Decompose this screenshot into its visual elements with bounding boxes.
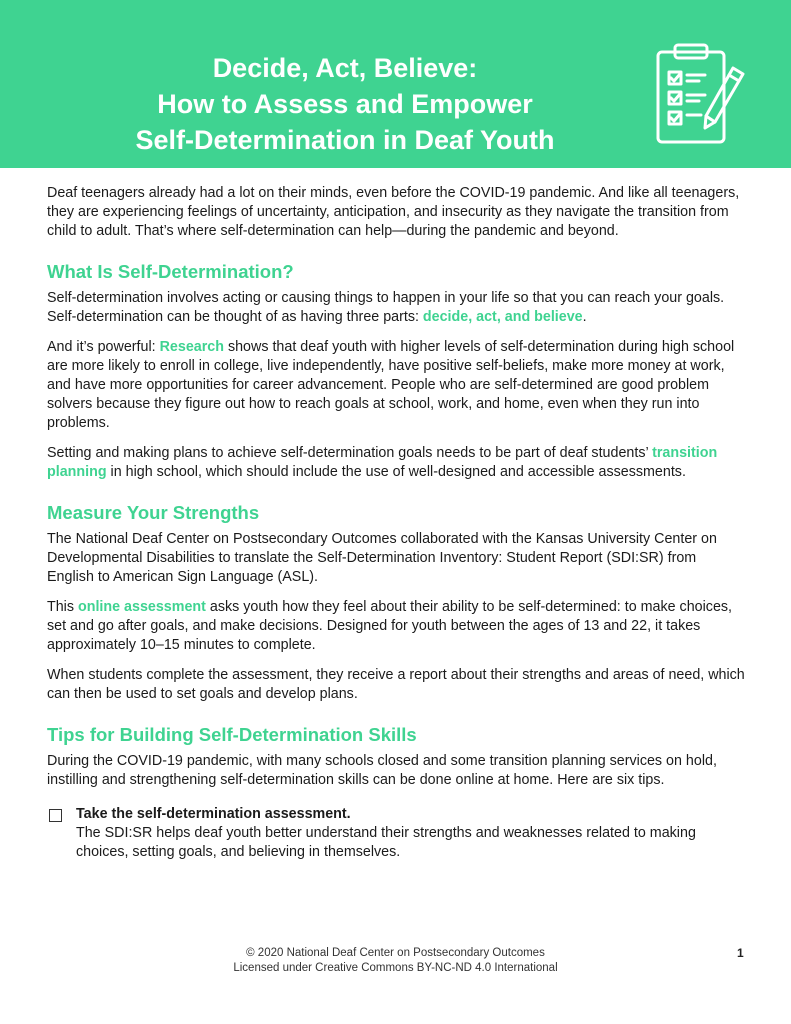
- paragraph-collaboration: The National Deaf Center on Postsecondary Outcomes collaborated with the Kansas University Center on Developmental Disabilities to translate the Self-Determination Inventory: Student Report (SDI:SR) from English to American Sign Language (ASL).: [47, 531, 717, 585]
- paragraph-tips-intro: During the COVID-19 pandemic, with many schools closed and some transition planning services on hold, instilling and strengthening self-determination skills can be done online at home. Here are six tips.: [47, 753, 717, 788]
- title-line-3: Self-Determination in Deaf Youth: [135, 125, 555, 155]
- clipboard-checklist-icon: [653, 40, 749, 148]
- paragraph-definition: Self-determination involves acting or causing things to happen in your life so that you can reach your goals. Self-determination can be thought of as having three parts: decide, act, and believe.: [47, 290, 725, 325]
- main-content: [47, 184, 747, 862]
- paragraph-report: When students complete the assessment, they receive a report about their strengths and areas of need, which can then be used to set goals and develop plans.: [47, 667, 745, 702]
- research-link[interactable]: Research: [159, 339, 224, 355]
- tip-item: [47, 805, 747, 862]
- intro-paragraph: Deaf teenagers already had a lot on their minds, even before the COVID-19 pandemic. And like all teenagers, they are experiencing feelings of uncertainty, anticipation, and insecurity as they navigate the transition from child to adult. That’s where self-determination can help—during the pandemic and beyond.: [47, 185, 740, 239]
- paragraph-research: And it’s powerful: Research shows that deaf youth with higher levels of self-determination during high school are more likely to enroll in college, live independently, have positive self-beliefs, make more money at work, and have more opportunities for career advancement. People who are self-determined are good problem solvers because they figure out how to reach goals at school, work, and home, even when they run into problems.: [47, 339, 735, 431]
- title-line-1: Decide, Act, Believe:: [212, 53, 478, 83]
- page-number: 1: [737, 946, 744, 960]
- copyright-line: © 2020 National Deaf Center on Postsecondary Outcomes: [246, 947, 545, 959]
- footer: [0, 946, 791, 976]
- license-line: Licensed under Creative Commons BY-NC-ND 4.0 International: [233, 962, 558, 974]
- title-line-2: How to Assess and Empower: [157, 89, 533, 119]
- tip-title: Take the self-determination assessment.: [76, 806, 351, 822]
- page-title: [60, 50, 630, 158]
- paragraph-transition: Setting and making plans to achieve self-determination goals needs to be part of deaf students’ transition planning in high school, which should include the use of well-designed and accessible assessments.: [47, 445, 718, 480]
- highlight-decide-act-believe: decide, act, and believe: [422, 309, 583, 325]
- transition-planning-link[interactable]: transition planning: [47, 445, 718, 480]
- paragraph-online-assessment: This online assessment asks youth how they feel about their ability to be self-determined: to make choices, set and go after goals, and make decisions. Designed for youth between the ages of 13 and 22, it takes approximately 10–15 minutes to complete.: [47, 599, 733, 653]
- heading-measure-strengths: Measure Your Strengths: [47, 502, 260, 523]
- heading-what-is-self-determination: What Is Self-Determination?: [47, 261, 294, 282]
- tip-text: The SDI:SR helps deaf youth better understand their strengths and weaknesses related to making choices, setting goals, and believing in themselves.: [76, 825, 696, 860]
- heading-tips: Tips for Building Self-Determination Skills: [47, 724, 417, 745]
- checkbox-icon: [49, 809, 62, 822]
- header-banner: [0, 0, 791, 168]
- online-assessment-link[interactable]: online assessment: [77, 599, 206, 615]
